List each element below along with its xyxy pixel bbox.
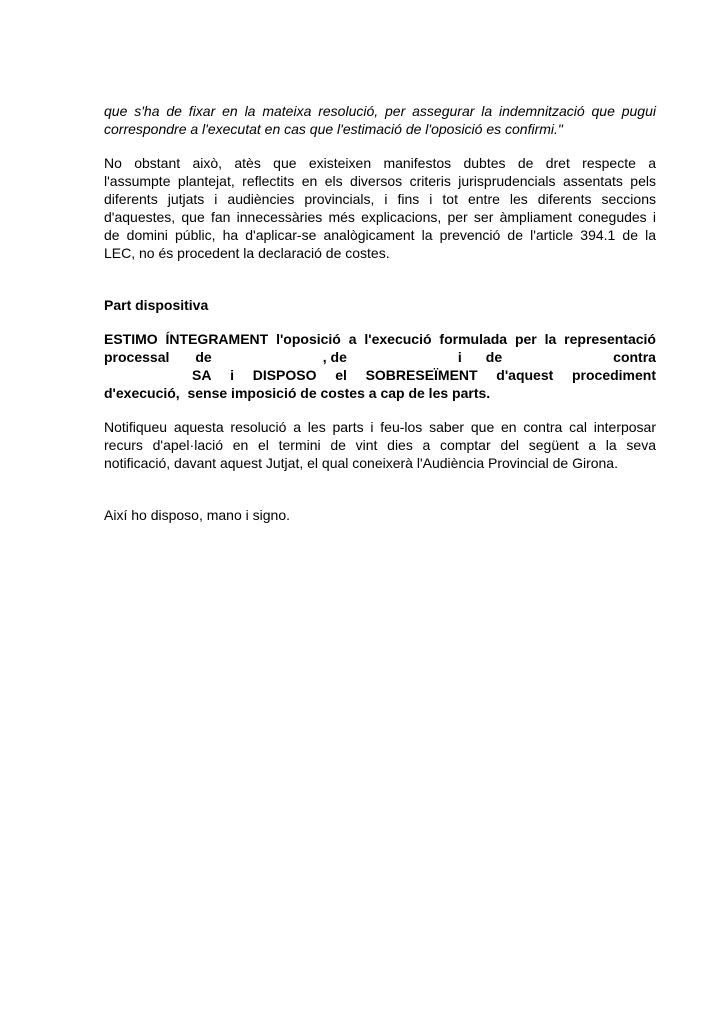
quote-line: correspondre a l'executat en cas que l'estimació de l'oposició es confirmi." <box>104 121 563 137</box>
ruling-line-parties <box>104 348 656 366</box>
quote-line: que s'ha de fixar en la mateixa resolució, per assegurar la indemnització que pugui <box>104 103 656 119</box>
ruling-line-dismissal <box>104 366 656 384</box>
ruling-paragraph <box>104 330 656 402</box>
paragraph-line: LEC, no és procedent la declaració de costes. <box>104 245 390 261</box>
notification-paragraph <box>104 418 656 472</box>
ruling-word: , de <box>322 349 347 365</box>
ruling-word: processal <box>104 349 170 365</box>
ruling-word: i <box>457 349 462 365</box>
ruling-line: d'execució, sense imposició de costes a cap de les parts. <box>104 385 491 401</box>
paragraph-line: No obstant això, atès que existeixen manifestos dubtes de dret respecte a <box>104 155 656 171</box>
paragraph-line: Notifiqueu aquesta resolució a les parts i feu-los saber que en contra cal interposar <box>104 419 656 435</box>
paragraph-line: notificació, davant aquest Jutjat, el qual coneixerà l'Audiència Provincial de Girona. <box>104 455 618 471</box>
ruling-word: d'aquest <box>496 367 554 383</box>
ruling-word: SA <box>192 367 212 383</box>
ruling-line: ESTIMO ÍNTEGRAMENT l'oposició a l'execució formulada per la representació <box>104 331 656 347</box>
paragraph-line: de domini públic, ha d'aplicar-se analògicament la prevenció de l'article 394.1 de la <box>104 227 656 243</box>
paragraph-line: l'assumpte plantejat, reflectits en els diversos criteris jurisprudencials assentats pels <box>104 173 656 189</box>
paragraph-line: diferents jutjats i audiències provincials, i fins i tot entre les diferents seccions <box>104 191 656 207</box>
ruling-word: i <box>230 367 235 383</box>
paragraph-line: recurs d'apel·lació en el termini de vint dies a comptar del següent a la seva <box>104 437 656 453</box>
closing-formula: Així ho disposo, mano i signo. <box>104 507 290 523</box>
ruling-word: SOBRESEÏMENT <box>365 367 478 383</box>
costs-paragraph <box>104 154 656 262</box>
section-heading: Part dispositiva <box>104 297 209 313</box>
quoted-paragraph <box>104 102 656 138</box>
ruling-word: de <box>485 349 503 365</box>
ruling-word: de <box>195 349 212 365</box>
ruling-word: contra <box>613 349 656 365</box>
ruling-word: el <box>335 367 347 383</box>
document-page <box>104 102 656 524</box>
paragraph-line: d'aquestes, que fan innecessàries més explicacions, per ser àmpliament conegudes i <box>104 209 656 225</box>
ruling-word: DISPOSO <box>252 367 317 383</box>
ruling-word: procediment <box>571 367 656 383</box>
